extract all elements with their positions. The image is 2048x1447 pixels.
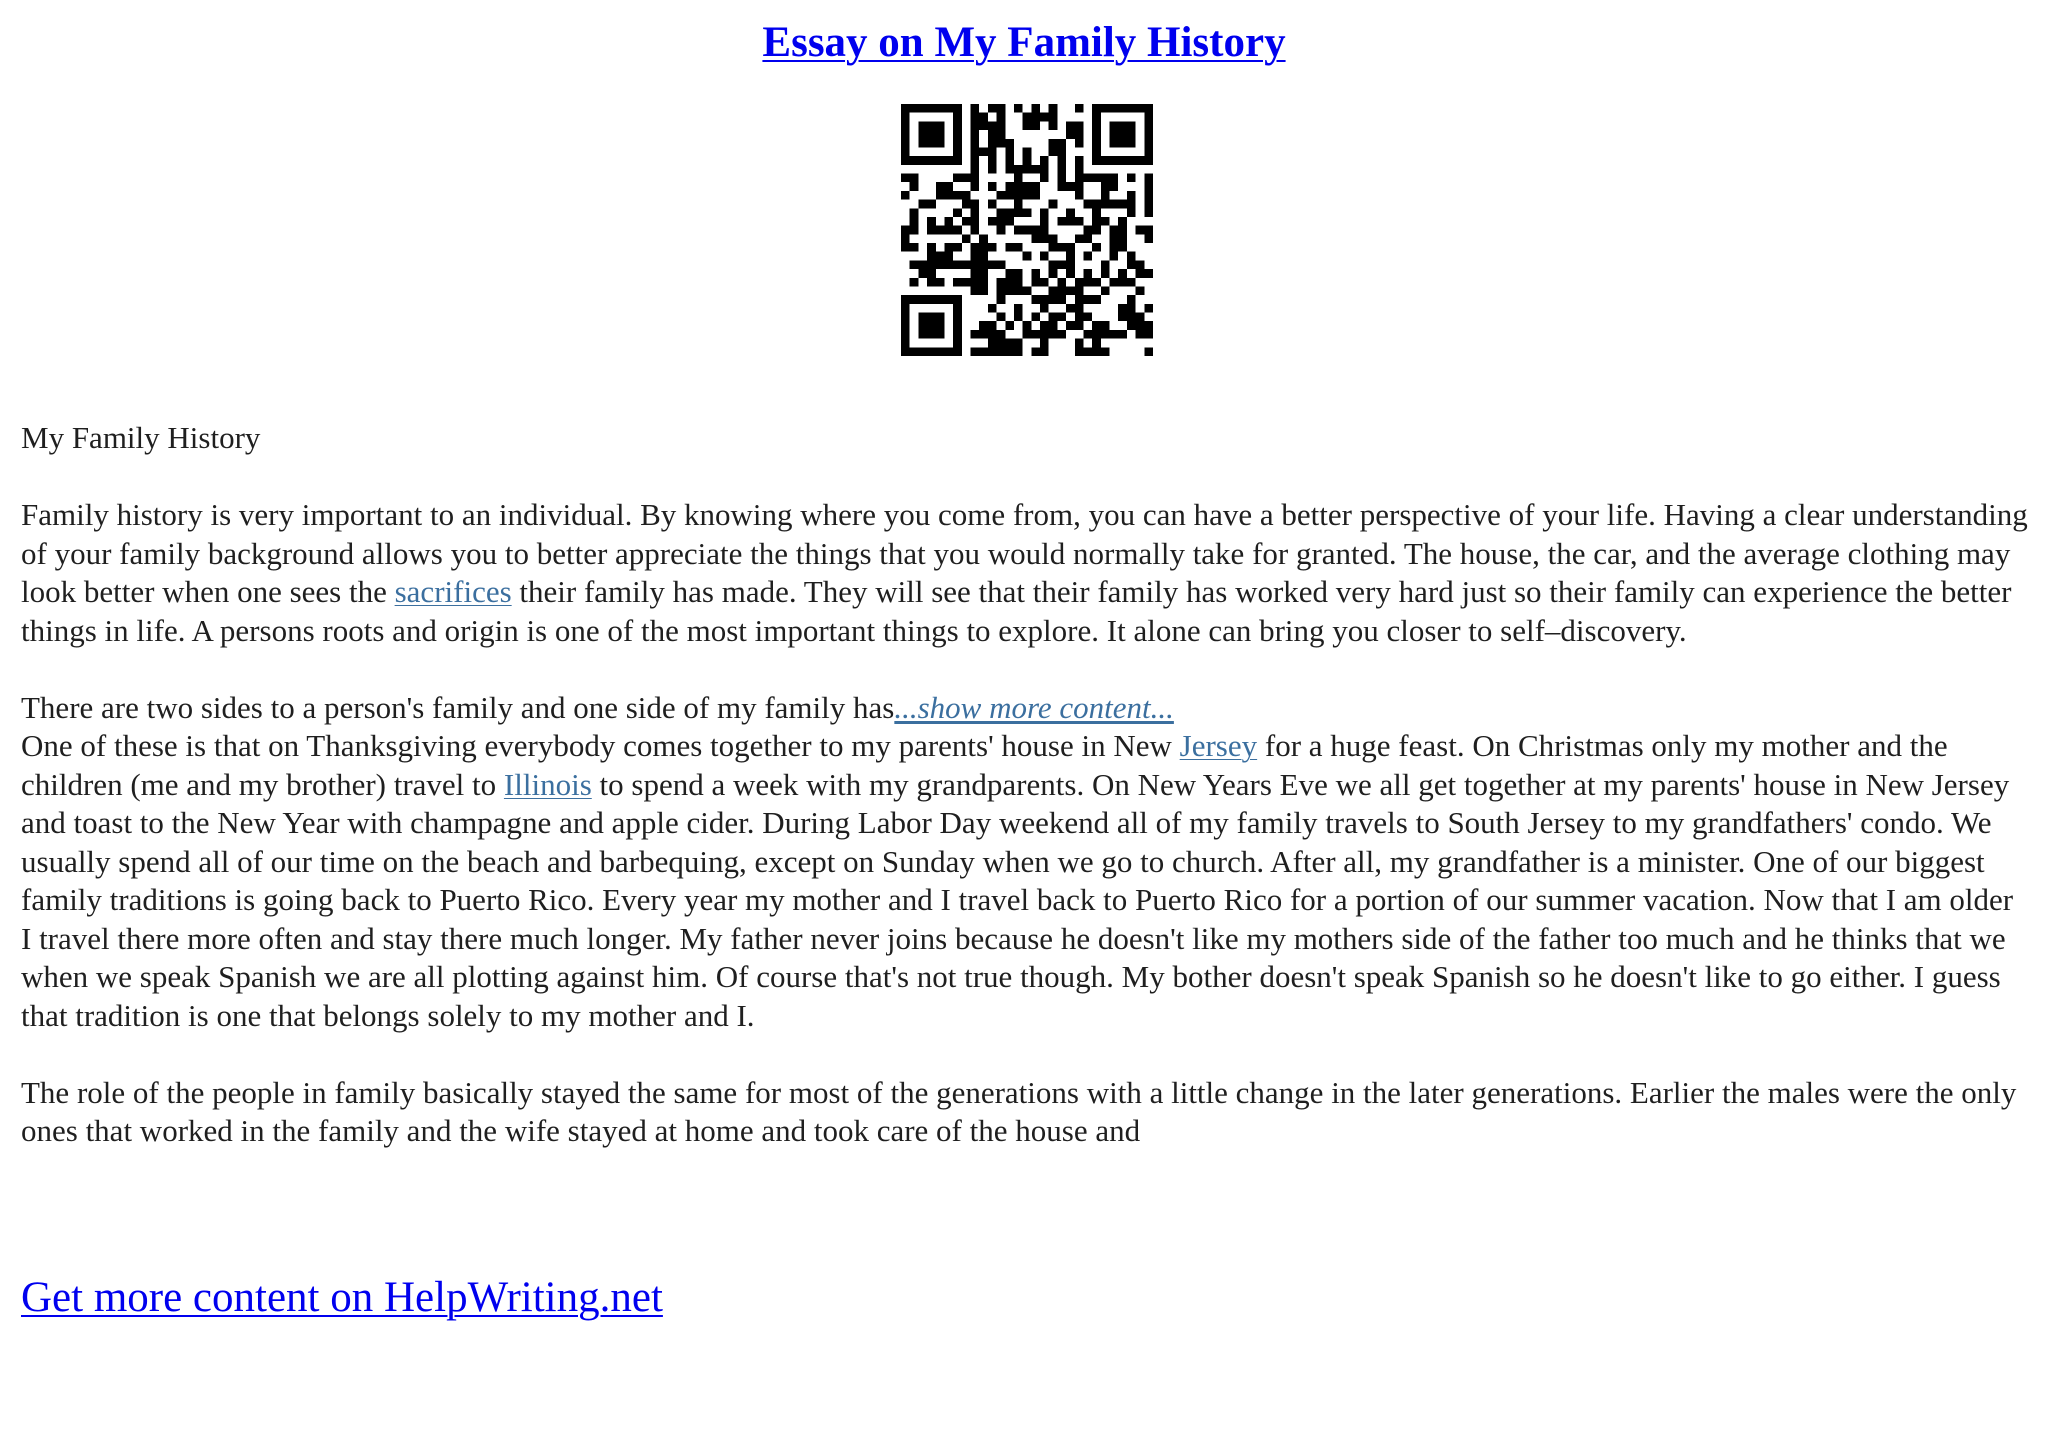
show-more-content-link[interactable]: ...show more content...	[894, 689, 1174, 725]
sacrifices-link[interactable]: sacrifices	[394, 574, 512, 609]
paragraph-2-text-3: to spend a week with my grandparents. On New Years Eve we all get together at my parents' house in New Jersey and toast to the New Year with champagne and apple cider. During Labor Day weekend all of my family travels to South Jersey to my grandfathers' condo. We usually spend all of our time on the beach and barbequing, except on Sunday when we go to church. After all, my grandfather is a minister. One of our biggest family traditions is going back to Puerto Rico. Every year my mother and I travel back to Puerto Rico for a portion of our summer vacation. Now that I am older I travel there more often and stay there much longer. My father never joins because he doesn't like my mothers side of the father too much and he thinks that we when we speak Spanish we are all plotting against him. Of course that's not true though. My bother doesn't speak Spanish so he doesn't like to go either. I guess that tradition is one that belongs solely to my mother and I.	[21, 766, 2014, 1033]
essay-heading: My Family History	[21, 420, 261, 455]
essay-body	[21, 419, 2031, 1151]
paragraph-1-text-start: Family history is very important to an individual. By knowing where you come from, you can have a better perspective of your life. Having a clear understanding of your family background allows you to better appreciate the things that you would normally take for granted. The house, the car, and the average clothing may look better when one sees the	[21, 497, 2028, 609]
qr-code-icon	[901, 104, 1153, 356]
paragraph-2-text-1: One of these is that on Thanksgiving everybody comes together to my parents' house in New	[21, 728, 1180, 763]
paragraph-2-text-2: for a huge feast. On Christmas only my mother and the children (me and my brother) travel to	[21, 728, 1948, 802]
paragraph-2	[21, 727, 2031, 1035]
illinois-link[interactable]: Illinois	[503, 766, 592, 802]
paragraph-3: The role of the people in family basically stayed the same for most of the generations with a little change in the later generations. Earlier the males were the only ones that worked in the family and the wife stayed at home and took care of the house and	[21, 1074, 2017, 1148]
paragraph-1-text-end: their family has made. They will see that their family has worked very hard just so their family can experience the better things in life. A persons roots and origin is one of the most important things to explore. It alone can bring you closer to self–discovery.	[21, 574, 2012, 648]
title-container	[0, 18, 2048, 67]
get-more-content-link[interactable]: Get more content on HelpWriting.net	[21, 1274, 663, 1321]
jersey-link[interactable]: Jersey	[1179, 728, 1258, 763]
essay-title-link[interactable]: Essay on My Family History	[762, 19, 1286, 66]
paragraph-2-intro-text: There are two sides to a person's family and one side of my family has	[21, 689, 895, 725]
paragraph-1	[21, 496, 2031, 650]
paragraph-2-intro	[21, 689, 2031, 728]
